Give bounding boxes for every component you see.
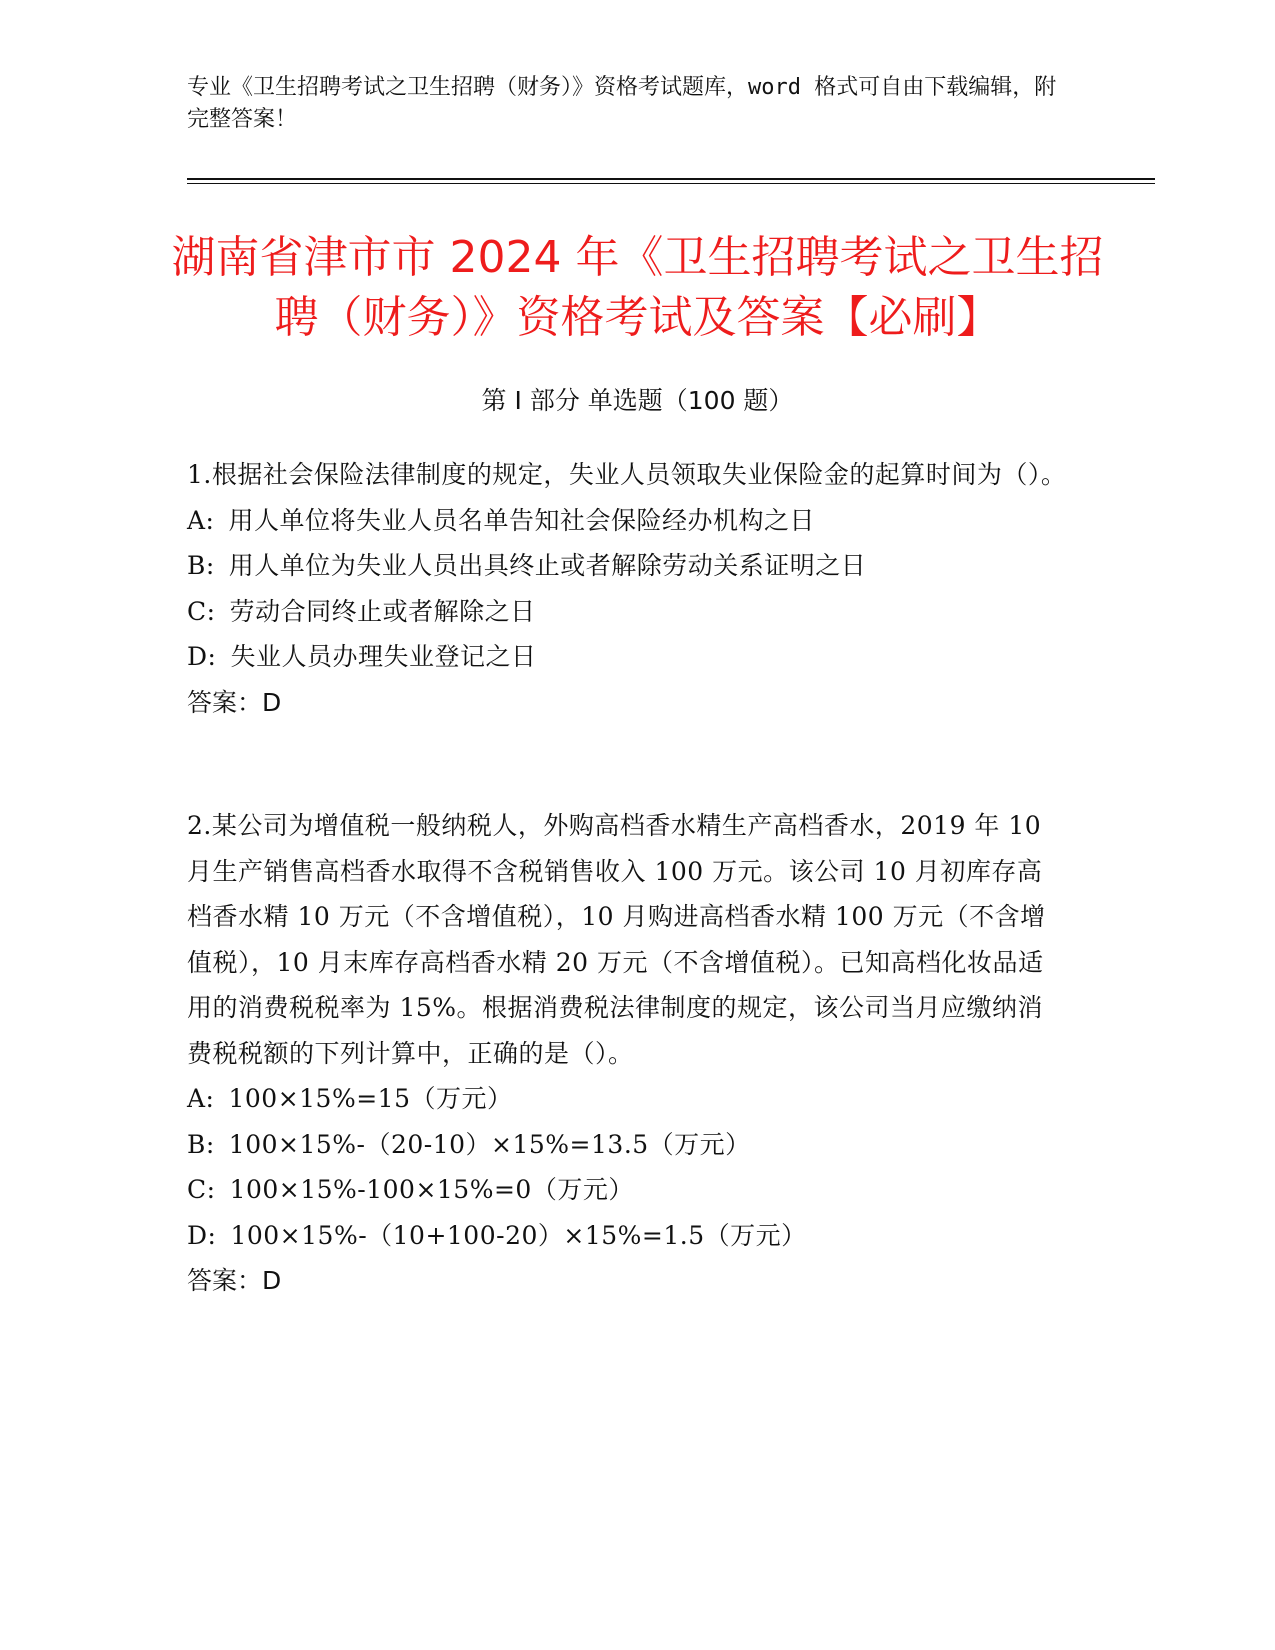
option-letter: A: (187, 505, 215, 535)
option-c (187, 1167, 1067, 1213)
header-divider-thin (187, 183, 1155, 184)
option-c (187, 589, 1067, 635)
option-letter: B: (187, 551, 215, 580)
option-a (187, 1076, 1067, 1122)
option-a (187, 498, 1067, 544)
option-text: 100×15%=15（万元） (228, 1084, 513, 1113)
option-text: 用人单位将失业人员名单告知社会保险经办机构之日 (228, 505, 815, 535)
question-stem: 1.根据社会保险法律制度的规定，失业人员领取失业保险金的起算时间为（）。 (187, 460, 1067, 489)
option-letter: D: (187, 1220, 217, 1250)
option-text: 100×15%-100×15%=0（万元） (229, 1175, 634, 1204)
option-text: 失业人员办理失业登记之日 (230, 642, 537, 671)
document-title: 湖南省津市市 2024 年《卫生招聘考试之卫生招聘（财务）》资格考试及答案【必刷】 (171, 232, 1104, 343)
option-b (187, 1122, 1067, 1168)
option-text: 劳动合同终止或者解除之日 (229, 596, 536, 626)
option-letter: B: (187, 1129, 215, 1159)
section-title: 第 I 部分 单选题（100 题） (481, 386, 794, 415)
question-1 (187, 452, 1067, 725)
option-letter: D: (187, 642, 217, 671)
option-b (187, 543, 1067, 589)
option-letter: A: (187, 1084, 215, 1113)
option-letter: C: (187, 1175, 216, 1204)
answer-line: 答案：D (187, 1266, 282, 1295)
question-stem: 2.某公司为增值税一般纳税人，外购高档香水精生产高档香水，2019 年 10 月生产销售高档香水取得不含税销售收入 100 万元。该公司 10 月初库存高档香水精 10 万元（不含增值税），10 月购进高档香水精 100 万元（不含增值税），10 月末库存高档香水精 20 万元（不含增值税）。已知高档化妆品适用的消费税税率为 15%。根据消费税法律制度的规定，该公司当月应缴纳消费税税额的下列计算中，正确的是（）。 (187, 811, 1046, 1068)
header-note: 专业《卫生招聘考试之卫生招聘（财务）》资格考试题库，word 格式可自由下载编辑，附完整答案！ (187, 75, 1057, 132)
option-d (187, 634, 1067, 680)
header-divider-thick (187, 178, 1155, 180)
option-d (187, 1213, 1067, 1259)
answer-line: 答案：D (187, 687, 282, 717)
option-letter: C: (187, 596, 216, 626)
option-text: 用人单位为失业人员出具终止或者解除劳动关系证明之日 (228, 551, 867, 580)
question-2 (187, 803, 1067, 1304)
option-text: 100×15%-（20-10）×15%=13.5（万元） (228, 1129, 751, 1159)
option-text: 100×15%-（10+100-20）×15%=1.5（万元） (230, 1220, 807, 1250)
